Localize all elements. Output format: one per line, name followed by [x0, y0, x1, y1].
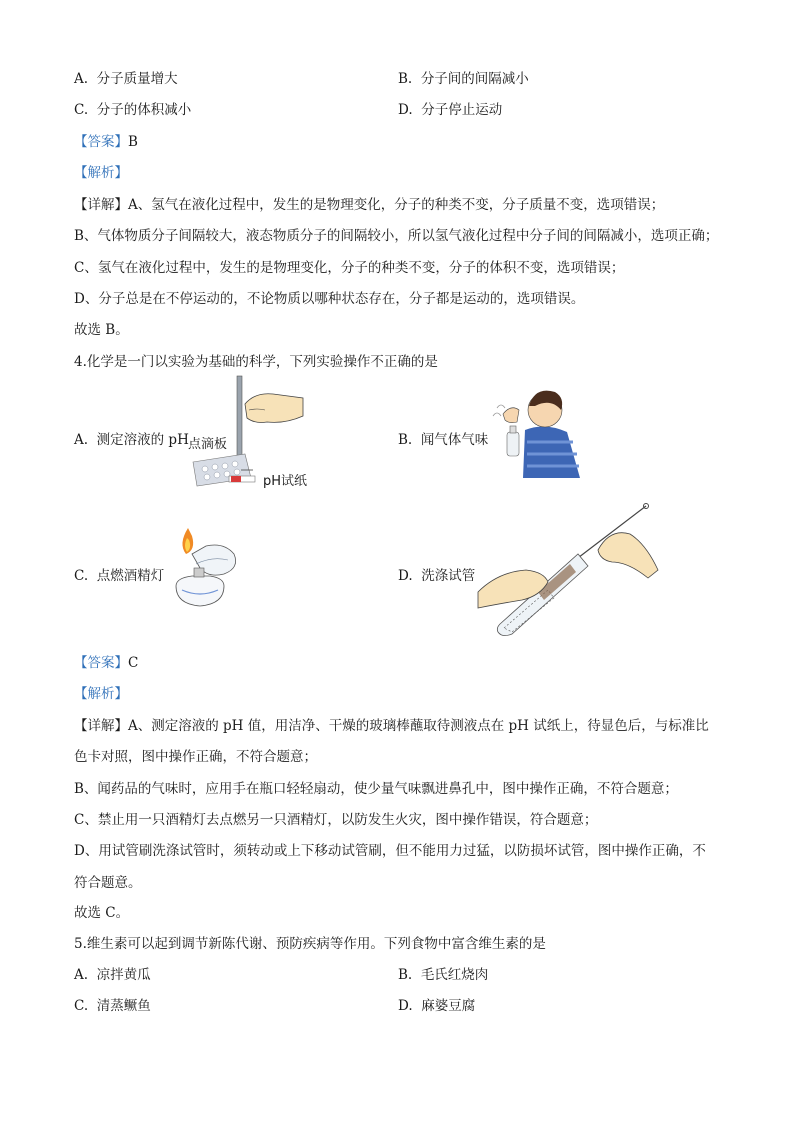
- plate-label: 点滴板: [188, 437, 228, 452]
- q4-stem: 4.化学是一门以实验为基础的科学，下列实验操作不正确的是: [74, 354, 438, 370]
- q4-option-d[interactable]: D. 洗涤试管: [398, 568, 476, 584]
- q3-option-d[interactable]: D. 分子停止运动: [398, 102, 503, 118]
- q5-option-d[interactable]: D. 麻婆豆腐: [398, 998, 476, 1014]
- q4-option-c[interactable]: C. 点燃酒精灯: [74, 568, 165, 584]
- q4-detail-line: 【详解】A、测定溶液的 pH 值，用洁净、干燥的玻璃棒蘸取待测液点在 pH 试纸上，待显色后，与标准比: [74, 718, 709, 734]
- q4-detail-line: D、用试管刷洗涤试管时，须转动或上下移动试管刷，但不能用力过猛，以防损坏试管，图中操作正确，不: [74, 843, 706, 859]
- q3-option-a[interactable]: A. 分子质量增大: [74, 71, 178, 87]
- q3-option-c[interactable]: C. 分子的体积减小: [74, 102, 192, 118]
- q4-option-a[interactable]: A. 测定溶液的 pH: [74, 432, 189, 448]
- q3-detail-line: B、气体物质分子间隔较大，液态物质分子的间隔较小，所以氢气液化过程中分子间的间隔减小，选项正确；: [74, 228, 719, 244]
- alcohol-lamp-illustration: [162, 524, 247, 614]
- q3-answer: 【答案】B: [74, 134, 138, 150]
- q3-option-b[interactable]: B. 分子间的间隔减小: [398, 71, 529, 87]
- q5-stem: 5.维生素可以起到调节新陈代谢、预防疾病等作用。下列食物中富含维生素的是: [74, 936, 546, 952]
- q4-detail-line: 符合题意。: [74, 875, 142, 891]
- q3-detail-line: D、分子总是在不停运动的，不论物质以哪种状态存在，分子都是运动的，选项错误。: [74, 291, 585, 307]
- q5-option-a[interactable]: A. 凉拌黄瓜: [74, 967, 151, 983]
- wash-test-tube-illustration: [478, 500, 668, 640]
- q3-conclusion: 故选 B。: [74, 322, 129, 338]
- q4-detail-line: B、闻药品的气味时，应用手在瓶口轻轻扇动，使少量气味飘进鼻孔中，图中操作正确，不符合题意；: [74, 781, 678, 797]
- q3-analysis-tag: 【解析】: [74, 165, 128, 181]
- q4-detail-line: 色卡对照，图中操作正确，不符合题意；: [74, 749, 317, 765]
- q5-option-b[interactable]: B. 毛氏红烧肉: [398, 967, 489, 983]
- q4-analysis-tag: 【解析】: [74, 686, 128, 702]
- smell-gas-illustration: [485, 380, 585, 480]
- q3-detail-line: 【详解】A、氢气在液化过程中，发生的是物理变化，分子的种类不变，分子质量不变，选项错误；: [74, 197, 665, 213]
- ph-paper-label: pH试纸: [263, 474, 308, 489]
- q4-option-b[interactable]: B. 闻气体气味: [398, 432, 489, 448]
- q4-detail-line: C、禁止用一只酒精灯去点燃另一只酒精灯，以防发生火灾，图中操作错误，符合题意；: [74, 812, 598, 828]
- q5-option-c[interactable]: C. 清蒸鳜鱼: [74, 998, 151, 1014]
- q3-detail-line: C、氢气在液化过程中，发生的是物理变化，分子的种类不变，分子的体积不变，选项错误；: [74, 260, 625, 276]
- q4-answer: 【答案】C: [74, 655, 139, 671]
- q4-conclusion: 故选 C。: [74, 905, 130, 921]
